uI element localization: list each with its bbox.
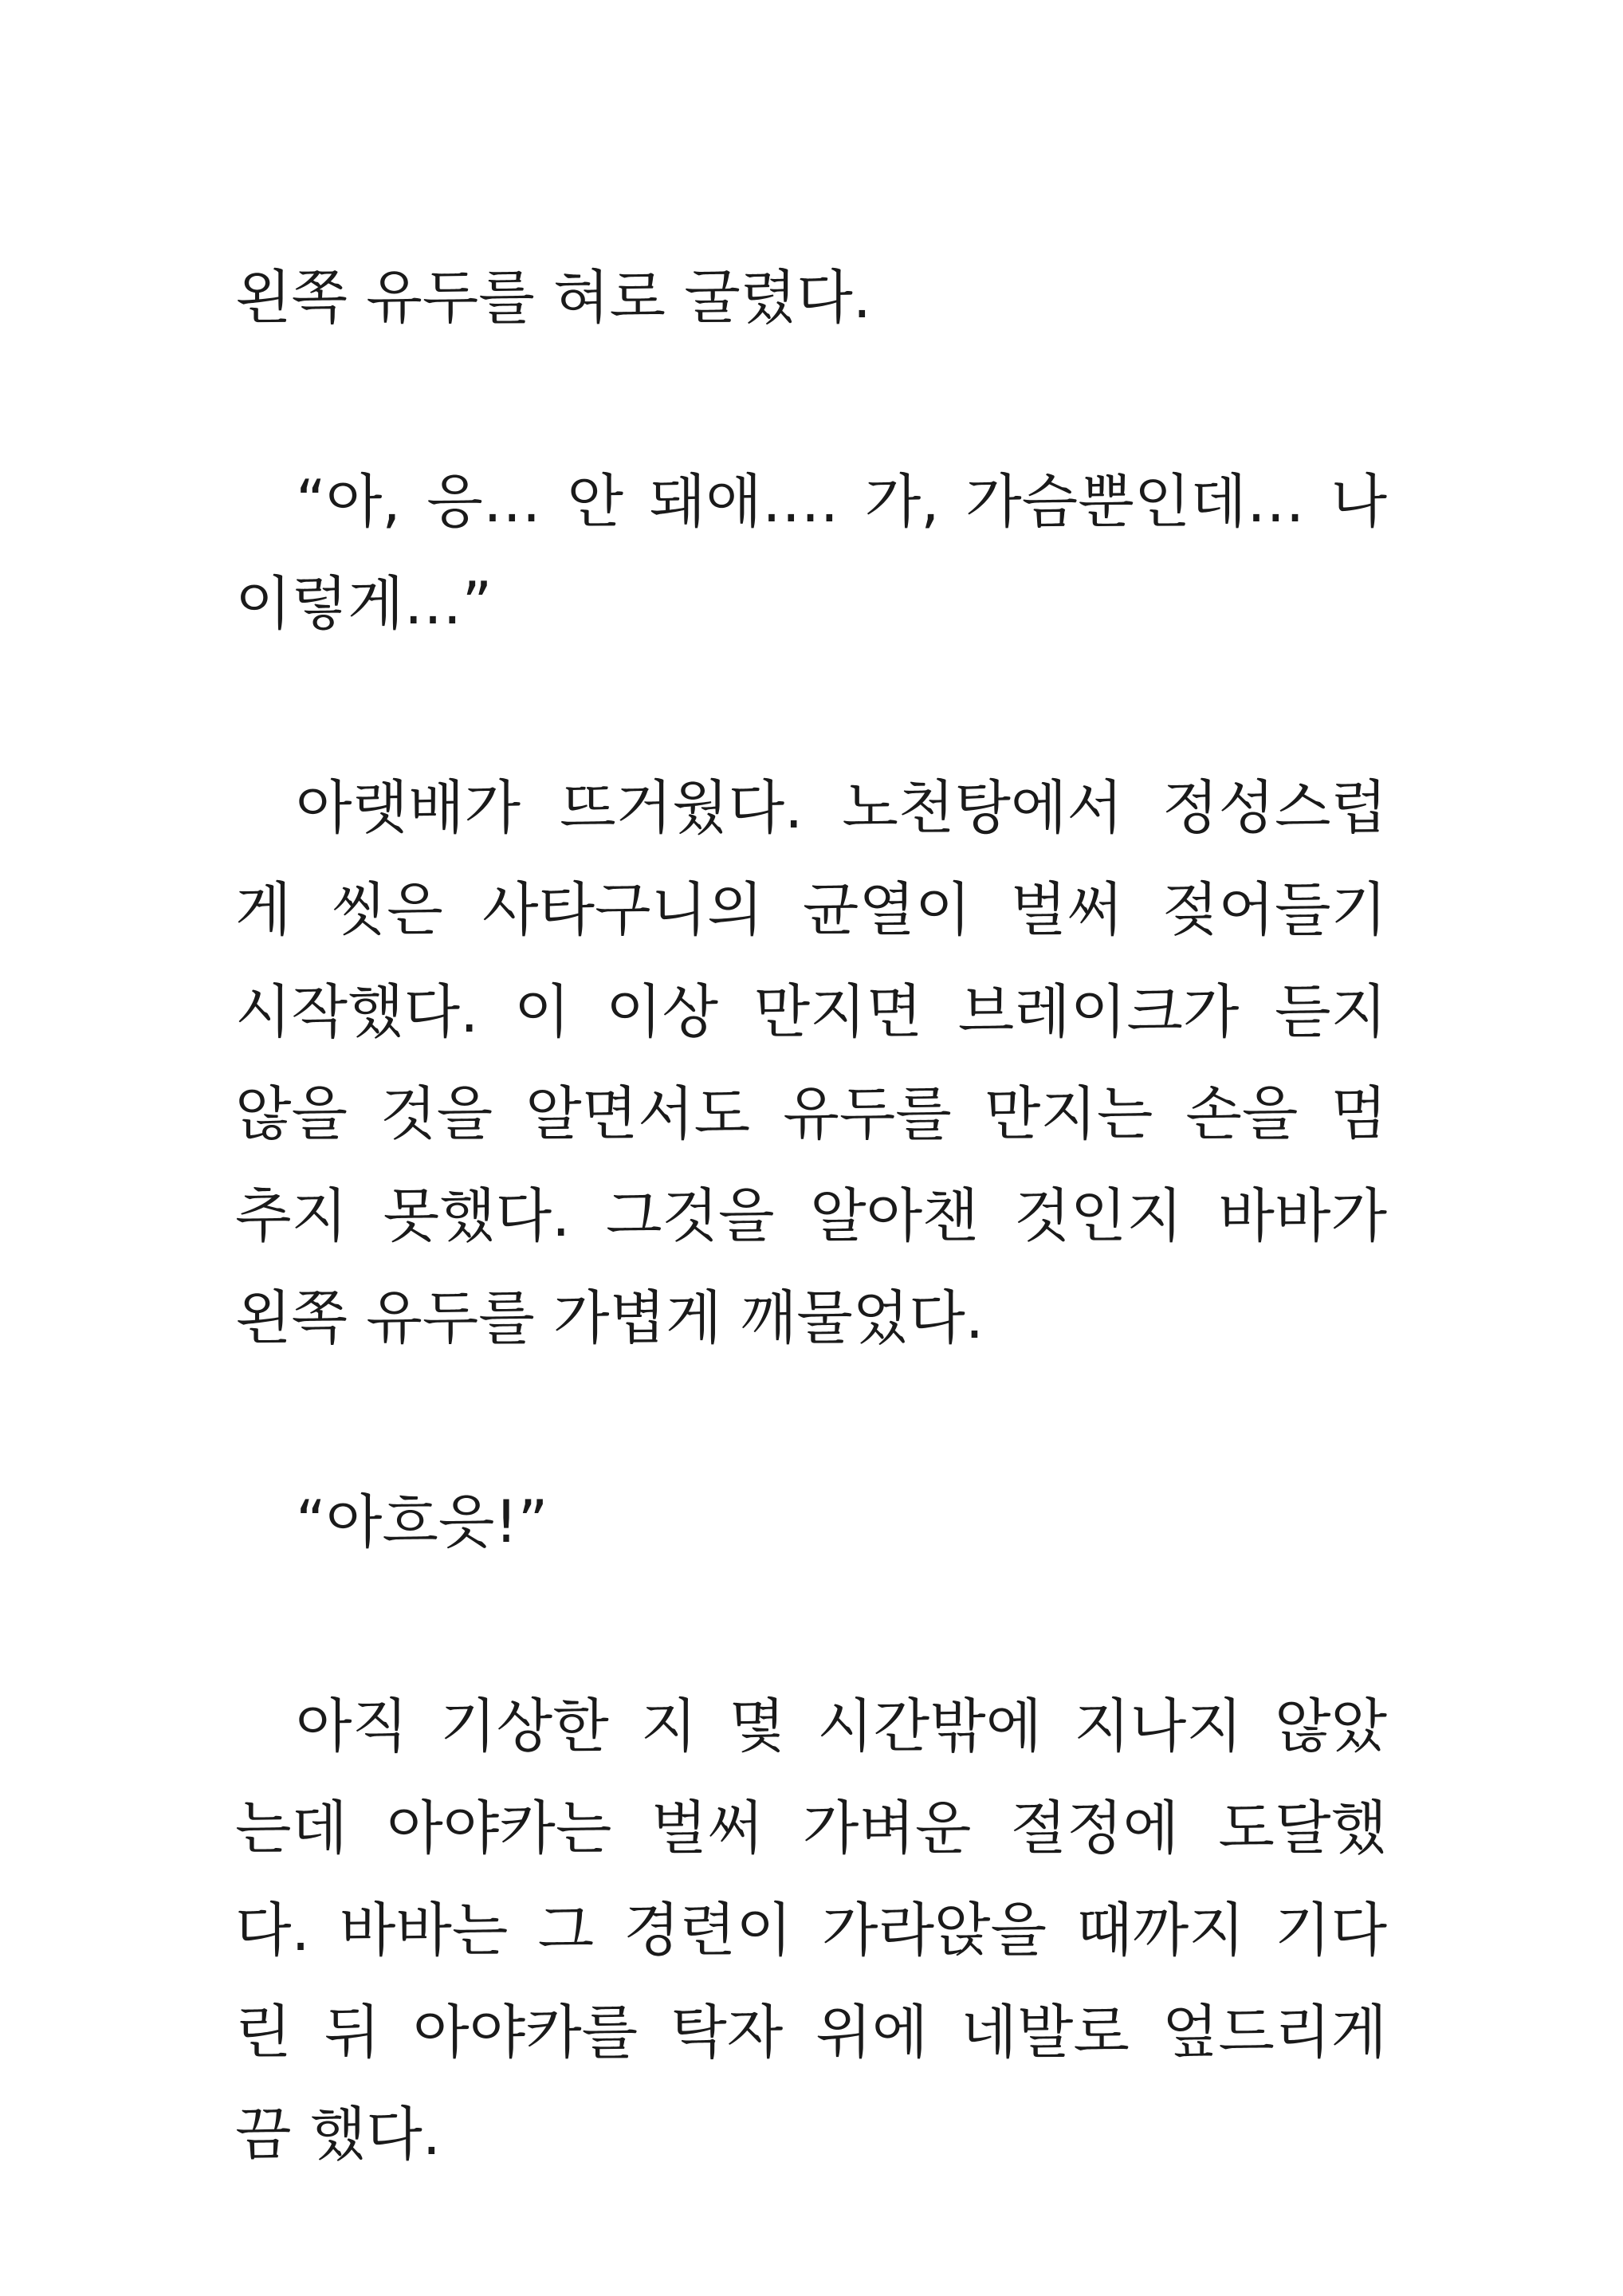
paragraph (235, 1676, 1387, 2186)
text-line: 끔 했다. (235, 2101, 441, 2168)
dialogue-paragraph (235, 451, 1387, 655)
text-line: 아랫배가 뜨거웠다. 노천탕에서 정성스럽 (296, 774, 1387, 842)
text-line: “아, 응… 안 돼애…. 가, 가슴뿐인데… 나 (296, 468, 1387, 536)
text-line: 이렇게…” (235, 570, 493, 638)
text-line: 다. 바바는 그 경련이 가라앉을 때까지 기다 (235, 1897, 1387, 1964)
paragraph-gap (235, 655, 1387, 757)
text-column (235, 247, 1387, 2186)
paragraph (235, 757, 1387, 1370)
paragraph (235, 247, 1387, 349)
text-line: 시작했다. 이 이상 만지면 브레이크가 듣지 (235, 978, 1387, 1046)
text-line: “아흐읏!” (296, 1488, 548, 1556)
text-line: 않을 것을 알면서도 유두를 만지는 손을 멈 (235, 1080, 1387, 1148)
text-line: 아직 기상한 지 몇 시간밖에 지나지 않았 (296, 1693, 1387, 1760)
paragraph-gap (235, 349, 1387, 451)
text-line: 게 씻은 사타구니의 균열이 벌써 젖어들기 (235, 876, 1387, 944)
text-line: 왼쪽 유두를 혀로 굴렸다. (235, 264, 871, 332)
dialogue-paragraph (235, 1472, 1387, 1574)
paragraph-gap (235, 1370, 1387, 1472)
paragraph-gap (235, 1574, 1387, 1676)
text-line: 추지 못했다. 그것을 알아챈 것인지 바바가 (235, 1182, 1387, 1250)
text-line: 왼쪽 유두를 가볍게 깨물었다. (235, 1284, 984, 1352)
text-line: 린 뒤 아야카를 탁자 위에 네발로 엎드리게 (235, 1999, 1387, 2066)
text-line: 는데 아야카는 벌써 가벼운 절정에 도달했 (235, 1795, 1387, 1862)
